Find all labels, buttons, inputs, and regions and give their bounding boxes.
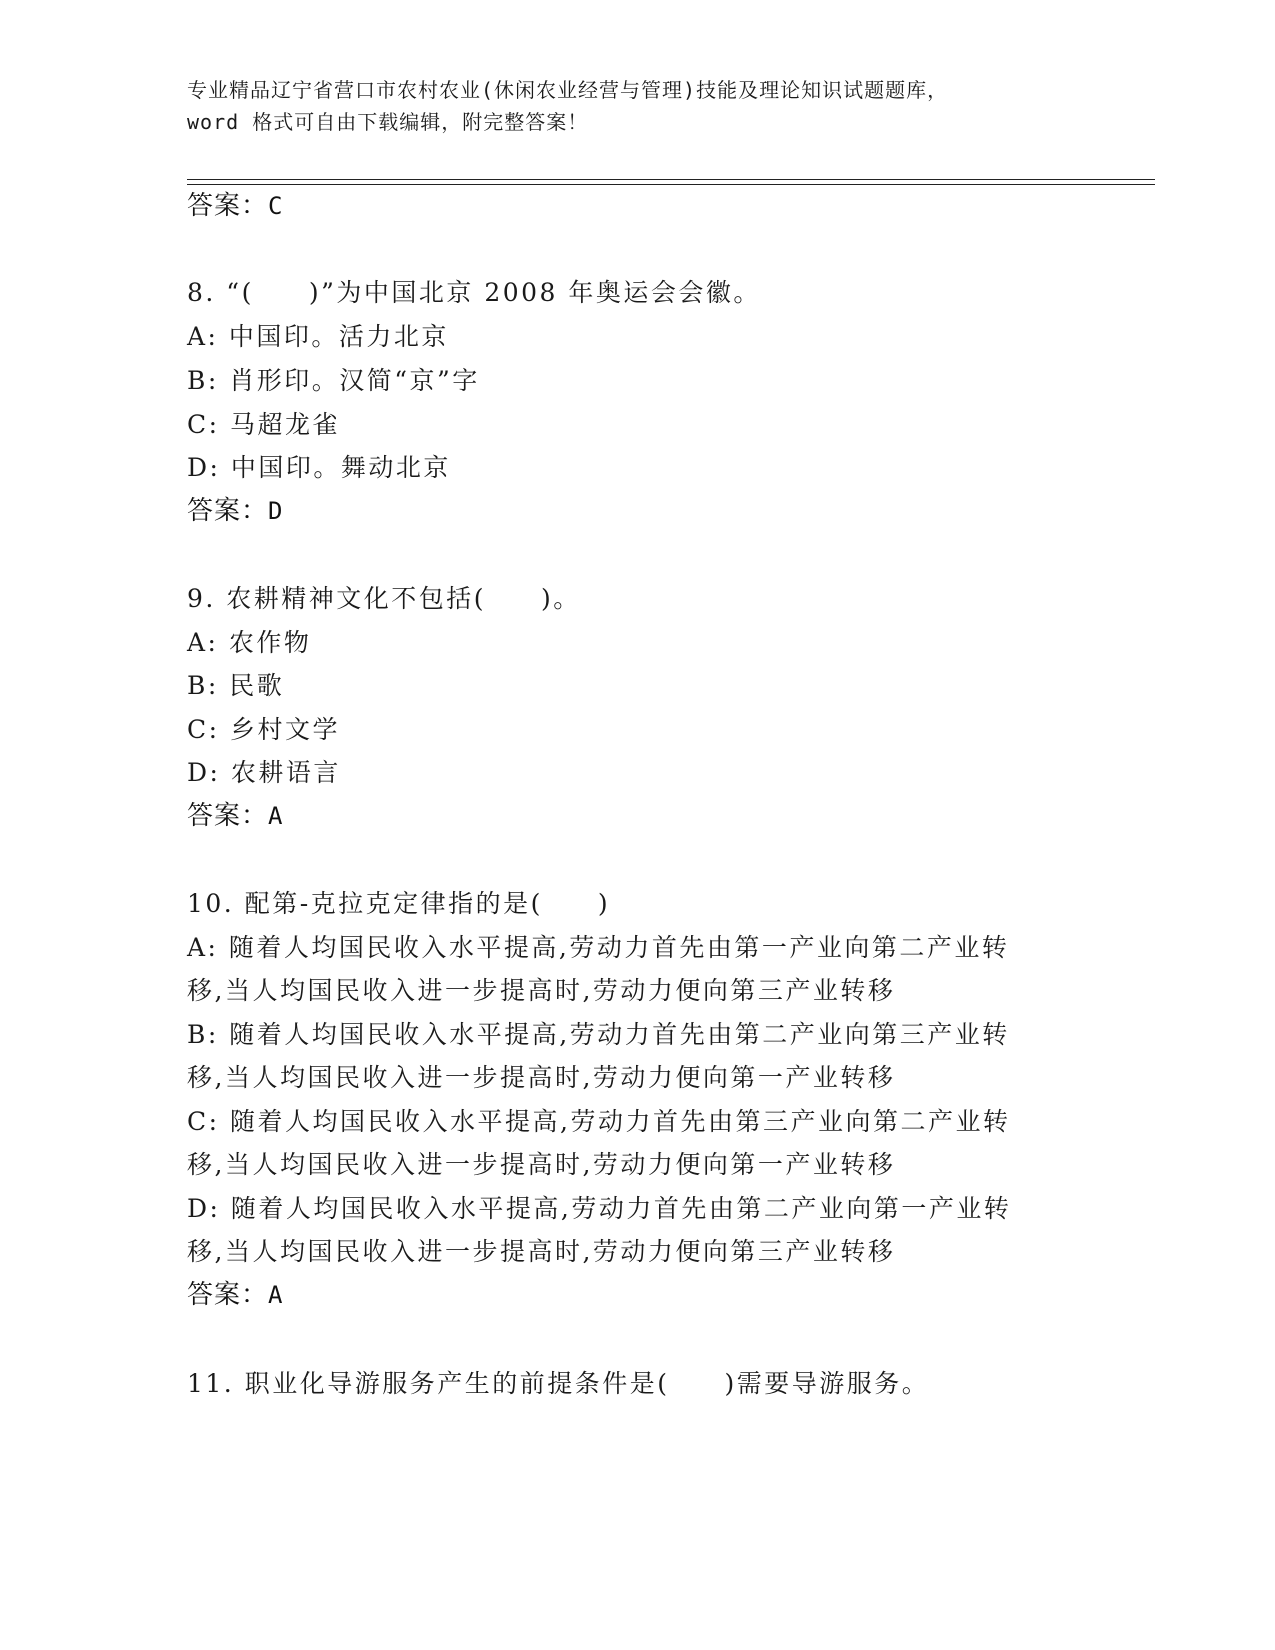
option-d: D: 农耕语言 xyxy=(187,758,341,787)
option-a-continued: 移,当人均国民收入进一步提高时,劳动力便向第三产业转移 xyxy=(187,976,896,1005)
option-b: B: 民歌 xyxy=(187,671,285,700)
answer-value: A xyxy=(268,1281,284,1309)
question-stem: 11. 职业化导游服务产生的前提条件是( )需要导游服务。 xyxy=(187,1369,930,1398)
option-b-continued: 移,当人均国民收入进一步提高时,劳动力便向第一产业转移 xyxy=(187,1063,896,1092)
answer-label: 答案： xyxy=(187,191,269,221)
document-header xyxy=(187,74,1067,138)
header-divider-bottom xyxy=(187,184,1155,185)
question-stem: 8. “( )”为中国北京 2008 年奥运会会徽。 xyxy=(187,278,761,307)
option-d: D: 随着人均国民收入水平提高,劳动力首先由第二产业向第一产业转 xyxy=(187,1194,1012,1223)
question-stem: 9. 农耕精神文化不包括( )。 xyxy=(187,584,581,613)
option-c: C: 乡村文学 xyxy=(187,715,340,744)
option-c: C: 马超龙雀 xyxy=(187,410,340,439)
answer-label: 答案： xyxy=(187,496,269,526)
header-title-line-2: word 格式可自由下载编辑，附完整答案！ xyxy=(187,110,589,134)
option-b: B: 肖形印。汉简“京”字 xyxy=(187,366,480,395)
option-a: A: 中国印。活力北京 xyxy=(187,322,449,351)
header-divider-top xyxy=(187,179,1155,180)
option-c: C: 随着人均国民收入水平提高,劳动力首先由第三产业向第二产业转 xyxy=(187,1107,1011,1136)
option-c-continued: 移,当人均国民收入进一步提高时,劳动力便向第一产业转移 xyxy=(187,1150,896,1179)
answer xyxy=(187,490,283,527)
option-d-continued: 移,当人均国民收入进一步提高时,劳动力便向第三产业转移 xyxy=(187,1237,896,1266)
option-a: A: 随着人均国民收入水平提高,劳动力首先由第一产业向第二产业转 xyxy=(187,933,1010,962)
answer-value: D xyxy=(268,497,284,525)
answer-prev xyxy=(187,185,283,222)
header-title-line-1: 专业精品辽宁省营口市农村农业(休闲农业经营与管理)技能及理论知识试题题库， xyxy=(187,78,949,102)
answer-label: 答案： xyxy=(187,1280,269,1310)
answer xyxy=(187,795,283,832)
option-b: B: 随着人均国民收入水平提高,劳动力首先由第二产业向第三产业转 xyxy=(187,1020,1010,1049)
question-stem: 10. 配第-克拉克定律指的是( ) xyxy=(187,889,611,918)
answer-value: A xyxy=(268,802,284,830)
answer-value: C xyxy=(268,192,284,220)
option-a: A: 农作物 xyxy=(187,628,312,657)
answer-label: 答案： xyxy=(187,801,269,831)
answer xyxy=(187,1274,283,1311)
option-d: D: 中国印。舞动北京 xyxy=(187,453,451,482)
